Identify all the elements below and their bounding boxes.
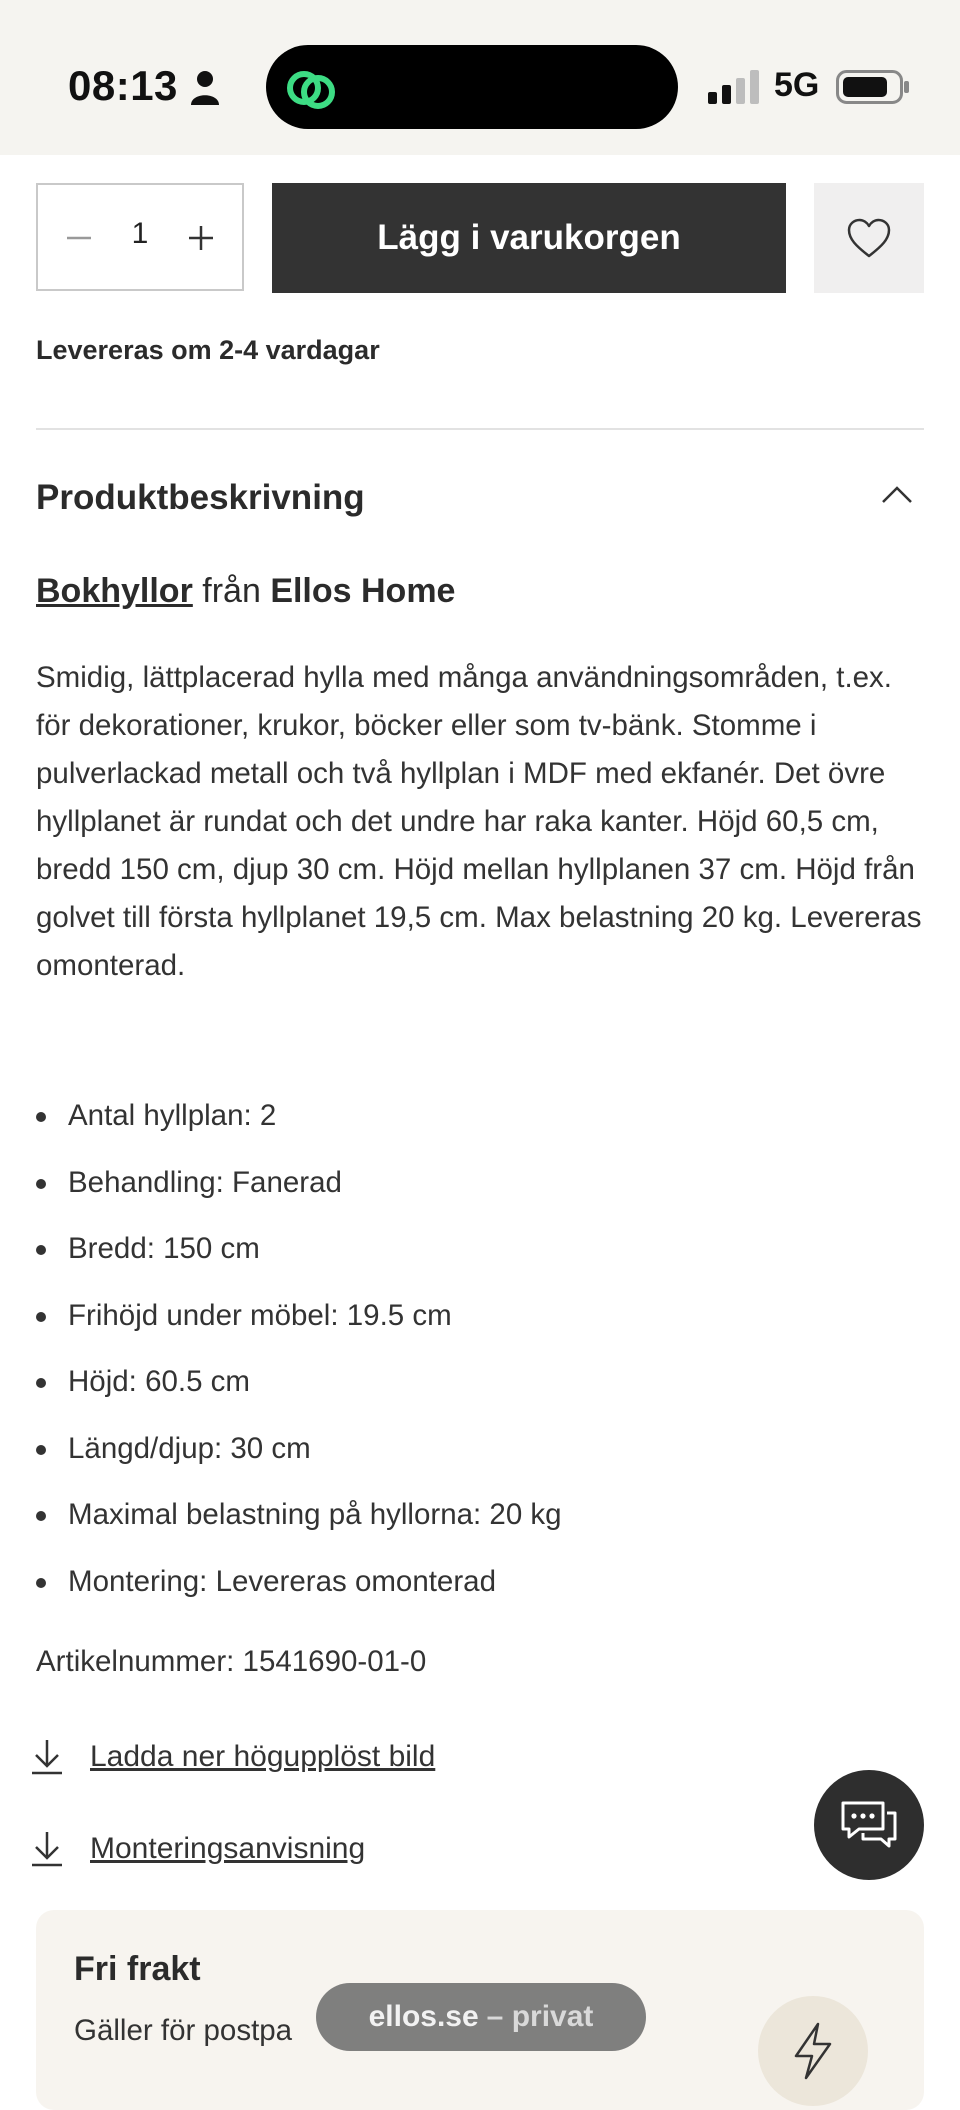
link-icon [282,66,340,112]
lightning-bolt-icon [790,2022,836,2080]
private-mode-label: – privat [486,2000,594,2033]
shipping-subtitle: Gäller för postpa [74,2014,293,2047]
brand-name: Ellos Home [270,572,456,610]
battery-icon [836,70,910,104]
spec-list [36,1090,562,1622]
spec-item: Montering: Levereras omonterad [36,1556,562,1623]
signal-icon [708,70,760,104]
status-time: 08:13 [68,62,178,109]
article-number: Artikelnummer: 1541690-01-0 [36,1645,427,1678]
download-icon [30,1738,64,1776]
section-title-product-description[interactable]: Produktbeskrivning [36,478,365,517]
download-image-link[interactable] [30,1735,435,1779]
plus-icon[interactable] [186,221,216,255]
shipping-title: Fri frakt [74,1950,201,1988]
person-icon [190,70,220,106]
quantity-value[interactable]: 1 [131,217,149,250]
browser-address-pill[interactable] [316,1983,646,2051]
favorite-button[interactable] [814,183,924,293]
site-name: ellos.se [368,2000,479,2033]
spec-item: Antal hyllplan: 2 [36,1090,562,1157]
download-icon [30,1830,64,1868]
chat-bubbles-icon [839,1799,899,1851]
heart-icon [846,217,892,259]
download-image-label[interactable]: Ladda ner högupplöst bild [90,1740,436,1773]
chat-button[interactable] [814,1770,924,1880]
assembly-instructions-link[interactable] [30,1827,365,1871]
spec-item: Frihöjd under möbel: 19.5 cm [36,1290,562,1357]
divider [36,428,924,430]
spec-item: Maximal belastning på hyllorna: 20 kg [36,1489,562,1556]
delivery-note: Levereras om 2-4 vardagar [36,335,380,365]
brand-line [36,572,455,611]
from-word: från [202,572,261,610]
category-link[interactable]: Bokhyllor [36,572,193,610]
spec-item: Bredd: 150 cm [36,1223,562,1290]
add-to-cart-button[interactable]: Lägg i varukorgen [272,183,786,293]
status-bar [0,0,960,155]
network-type: 5G [774,66,820,104]
bolt-badge [758,1996,868,2106]
spec-item: Längd/djup: 30 cm [36,1423,562,1490]
spec-item: Höjd: 60.5 cm [36,1356,562,1423]
assembly-instructions-label[interactable]: Monteringsanvisning [90,1832,366,1865]
spec-item: Behandling: Fanerad [36,1157,562,1224]
quantity-stepper [36,183,244,291]
product-description-text: Smidig, lättplacerad hylla med många användningsområden, t.ex. för dekorationer, krukor, böcker eller som tv-bänk. Stomme i pulverlackad metall och två hyllplan i MDF med ekfanér. Det övre hyllplanet är rundat och det undre har raka kanter. Höjd 60,5 cm, bredd 150 cm, djup 30 cm. Höjd mellan hyllplanen 37 cm. Höjd från golvet till första hyllplanet 19,5 cm. Max belastning 20 kg. Levereras omonterad. [36,661,922,982]
chevron-up-icon[interactable] [880,482,914,506]
